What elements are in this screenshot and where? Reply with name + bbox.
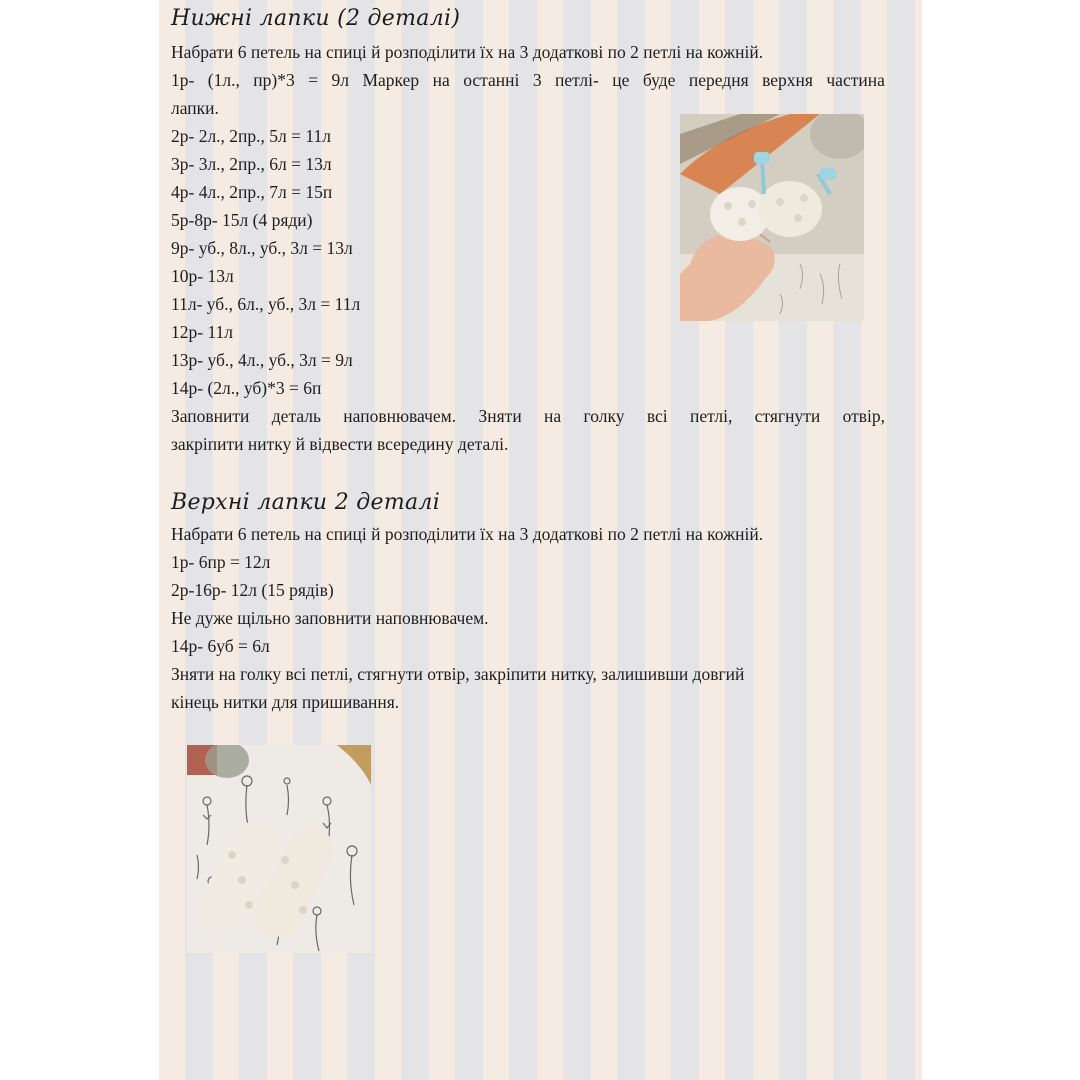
word: 1р- (171, 70, 195, 90)
word: петлі- (555, 70, 599, 90)
section1-row: 11л- уб., 6л., уб., 3л = 11л (171, 294, 361, 314)
word: наповнювачем. (343, 406, 457, 426)
section1-finish-line2: закріпити нитку й відвести всередину деталі. (171, 434, 509, 454)
word: буде (642, 70, 676, 90)
section1-row: 5р-8р- 15л (4 ряди) (171, 210, 313, 230)
word: всі (646, 406, 668, 426)
paws-in-hand-photo (680, 114, 864, 321)
paws-in-hand-illustration (680, 114, 864, 321)
word: Заповнити (171, 406, 250, 426)
word: голку (583, 406, 625, 426)
word: Зняти (478, 406, 522, 426)
word: пр)*3 (253, 70, 295, 90)
section2-row: кінець нитки для пришивання. (171, 692, 400, 712)
word: це (612, 70, 630, 90)
section1-row1-line2: лапки. (171, 98, 219, 118)
section1-row: 12р- 11л (171, 322, 234, 342)
word: 9л (331, 70, 350, 90)
floral-paper-illustration (187, 745, 371, 953)
section1-row: 9р- уб., 8л., уб., 3л = 13л (171, 238, 353, 258)
section1-intro: Набрати 6 петель на спиці й розподілити їх на 3 додаткові по 2 петлі на кожній. (171, 42, 764, 62)
word: (1л., (207, 70, 240, 90)
section2-row: 2р-16р- 12л (15 рядів) (171, 580, 334, 600)
word: отвір, (842, 406, 885, 426)
section2-intro: Набрати 6 петель на спиці й розподілити їх на 3 додаткові по 2 петлі на кожній. (171, 524, 764, 544)
word: передня (688, 70, 749, 90)
section2-row: 1р- 6пр = 12л (171, 552, 271, 572)
section1-row: 3р- 3л., 2пр., 6л = 13л (171, 154, 332, 174)
section1-row: 4р- 4л., 2пр., 7л = 15п (171, 182, 333, 202)
section2-row: 14р- 6уб = 6л (171, 636, 270, 656)
section2-row: Зняти на голку всі петлі, стягнути отвір, закріпити нитку, залишивши довгий (171, 664, 745, 684)
section2-title: Верхні лапки 2 деталі (171, 490, 441, 515)
word: деталь (271, 406, 321, 426)
pattern-page (159, 0, 922, 1080)
word: Маркер (362, 70, 420, 90)
word: петлі, (690, 406, 733, 426)
word: на (544, 406, 562, 426)
word: останні (463, 70, 520, 90)
section1-row: 2р- 2л., 2пр., 5л = 11л (171, 126, 331, 146)
word: = (308, 70, 319, 90)
word: на (432, 70, 450, 90)
section2-row: Не дуже щільно заповнити наповнювачем. (171, 608, 489, 628)
word: верхня (762, 70, 813, 90)
section1-row: 10р- 13л (171, 266, 234, 286)
word: 3 (532, 70, 542, 90)
section1-row: 13р- уб., 4л., уб., 3л = 9л (171, 350, 353, 370)
section1-row1-line1 (171, 70, 885, 91)
section1-title: Нижні лапки (2 деталі) (171, 6, 461, 31)
section1-row: 14р- (2л., уб)*3 = 6п (171, 378, 322, 398)
two-paws-on-floral-paper-photo (187, 745, 371, 953)
word: стягнути (754, 406, 821, 426)
word: частина (826, 70, 885, 90)
section1-finish-line1 (171, 406, 885, 427)
